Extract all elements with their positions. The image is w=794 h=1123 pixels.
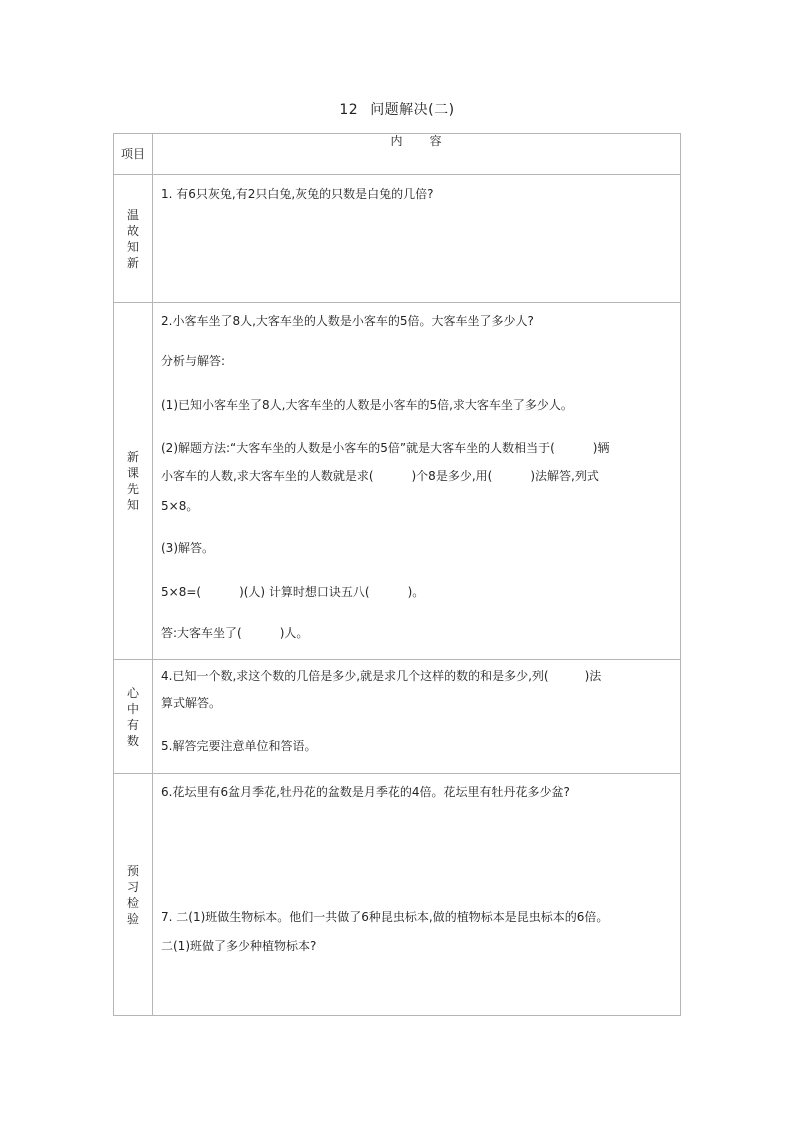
step-2-line-2 — [161, 469, 674, 483]
worksheet-title — [0, 99, 794, 119]
header-content-char-2: 容 — [429, 134, 443, 148]
point-4-line-1 — [161, 669, 674, 683]
section-label-check — [114, 774, 153, 1016]
review-label-text: 温故知新 — [126, 207, 139, 270]
question-7-line-1: 7. 二(1)班做生物标本。他们一共做了6种昆虫标本,做的植物标本是昆虫标本的6倍。 — [161, 910, 609, 924]
section-label-review — [114, 175, 153, 303]
step-2-line-3: 5×8。 — [161, 499, 199, 513]
question-7-line-2: 二(1)班做了多少种植物标本? — [161, 939, 317, 953]
analysis-heading: 分析与解答: — [161, 354, 226, 368]
review-content — [153, 175, 681, 303]
calc-text-a: 5×8=( — [161, 585, 202, 599]
step-2-line-1 — [161, 441, 674, 455]
point-4-text-a-end: )法 — [584, 669, 602, 683]
calc-text-b: )(人) 计算时想口诀五八( — [239, 585, 370, 599]
point-4-line-2: 算式解答。 — [161, 696, 222, 710]
answer-text-b: )人。 — [279, 626, 309, 640]
section-review — [114, 175, 681, 303]
step-2-text-b3: )法解答,列式 — [530, 469, 599, 483]
point-4-text-a: 4.已知一个数,求这个数的几倍是多少,就是求几个这样的数的和是多少,列( — [161, 669, 549, 683]
header-item: 项目 — [114, 134, 153, 175]
question-6: 6.花坛里有6盆月季花,牡丹花的盆数是月季花的4倍。花坛里有牡丹花多少盆? — [161, 785, 570, 799]
step-2-text-a-end: )辆 — [592, 441, 610, 455]
header-row — [114, 134, 681, 175]
check-content — [153, 774, 681, 1016]
new-content — [153, 303, 681, 660]
header-content-char-1: 内 — [390, 134, 404, 148]
step-3: (3)解答。 — [161, 541, 214, 555]
check-label-text: 预习检验 — [126, 863, 139, 926]
lesson-title: 问题解决(二) — [370, 102, 455, 118]
calculation-line — [161, 585, 674, 599]
mind-content — [153, 660, 681, 774]
worksheet-table — [113, 133, 681, 1016]
header-content — [153, 134, 681, 175]
step-1: (1)已知小客车坐了8人,大客车坐的人数是小客车的5倍,求大客车坐了多少人。 — [161, 398, 573, 412]
question-2: 2.小客车坐了8人,大客车坐的人数是小客车的5倍。大客车坐了多少人? — [161, 314, 534, 328]
step-2-text-a: (2)解题方法:“大客车坐的人数是小客车的5倍”就是大客车坐的人数相当于( — [161, 441, 555, 455]
mind-label-text: 心中有数 — [126, 685, 139, 748]
section-label-mind — [114, 660, 153, 774]
calc-text-c: )。 — [407, 585, 425, 599]
new-label-text: 新课先知 — [126, 450, 139, 512]
section-new — [114, 303, 681, 660]
section-check — [114, 774, 681, 1016]
section-mind — [114, 660, 681, 774]
answer-line — [161, 626, 674, 640]
step-2-text-b2: )个8是多少,用( — [411, 469, 493, 483]
point-5: 5.解答完要注意单位和答语。 — [161, 739, 317, 753]
lesson-number: 12 — [339, 102, 359, 118]
step-2-text-b1: 小客车的人数,求大客车坐的人数就是求( — [161, 469, 374, 483]
section-label-new — [114, 303, 153, 660]
answer-text-a: 答:大客车坐了( — [161, 626, 242, 640]
question-1: 1. 有6只灰兔,有2只白兔,灰兔的只数是白兔的几倍? — [161, 187, 434, 201]
